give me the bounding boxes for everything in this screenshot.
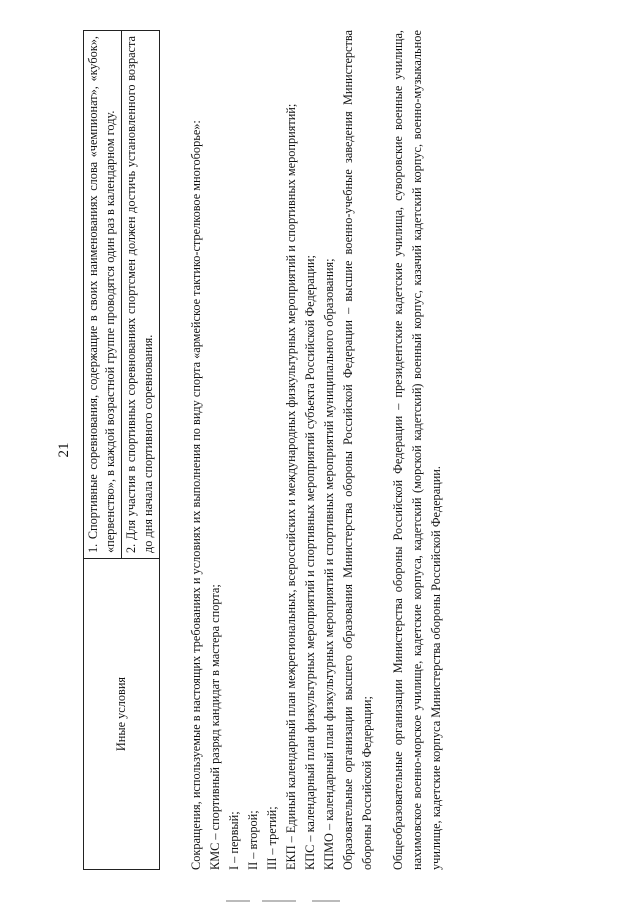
abbreviation-item: ЕКП – Единый календарный план межрегиональных, всероссийских и международных физкультурных мероприятий и спортивных мероприятий;: [284, 103, 298, 870]
abbreviations-section: [187, 30, 446, 870]
conditions-content-cell: [84, 31, 160, 559]
page-number: 21: [56, 442, 72, 458]
table-row: [84, 31, 160, 870]
scan-artifact: [226, 900, 250, 902]
condition-rule-2: 2. Для участия в спортивных соревнованиях спортсмен должен достичь установленного возраста до дня начала спортивного соревнования.: [121, 31, 159, 558]
abbreviation-item: КПС – календарный план физкультурных мероприятий и спортивных мероприятий субъекта Российской Федерации;: [303, 255, 317, 870]
schools-definition: Общеобразовательные организации Министерства обороны Российской Федерации – президентские кадетские училища, суворовские военные училища, нахимовское военно-морское училище, кадетские корпуса, кадетский (морской кадетский) военный корпус, казачий кадетский корпус, военно-музыкальное училище, кадетские корпуса Министерства обороны Российской Федерации.: [391, 30, 443, 870]
scan-artifact: [262, 900, 296, 902]
abbreviation-item: Образовательные организации высшего образования Министерства обороны Российской Федерации – высшие военно-учебные заведения Министерства обороны Российской Федерации;: [341, 30, 374, 870]
abbreviation-item: III – третий;: [265, 806, 279, 870]
abbreviation-item: II – второй;: [246, 810, 260, 870]
rotated-document-page: [55, 30, 585, 870]
other-conditions-label: Иные условия: [84, 559, 160, 870]
abbreviation-item: КПМО – календарный план физкультурных мероприятий и спортивных мероприятий муниципального образования;: [322, 258, 336, 870]
scan-artifact: [312, 900, 340, 902]
abbreviation-item: I – первый;: [227, 811, 241, 870]
abbreviation-item: КМС – спортивный разряд кандидат в мастера спорта;: [208, 584, 222, 870]
conditions-table: [83, 30, 160, 870]
condition-rule-1: 1. Спортивные соревнования, содержащие в своих наименованиях слова «чемпионат», «кубок», «первенство», в каждой возрастной группе проводятся один раз в календарном году.: [86, 36, 117, 553]
abbreviations-intro: Сокращения, используемые в настоящих требованиях и условиях их выполнения по виду спорта «армейское тактико-стрелковое многоборье»:: [189, 120, 203, 870]
